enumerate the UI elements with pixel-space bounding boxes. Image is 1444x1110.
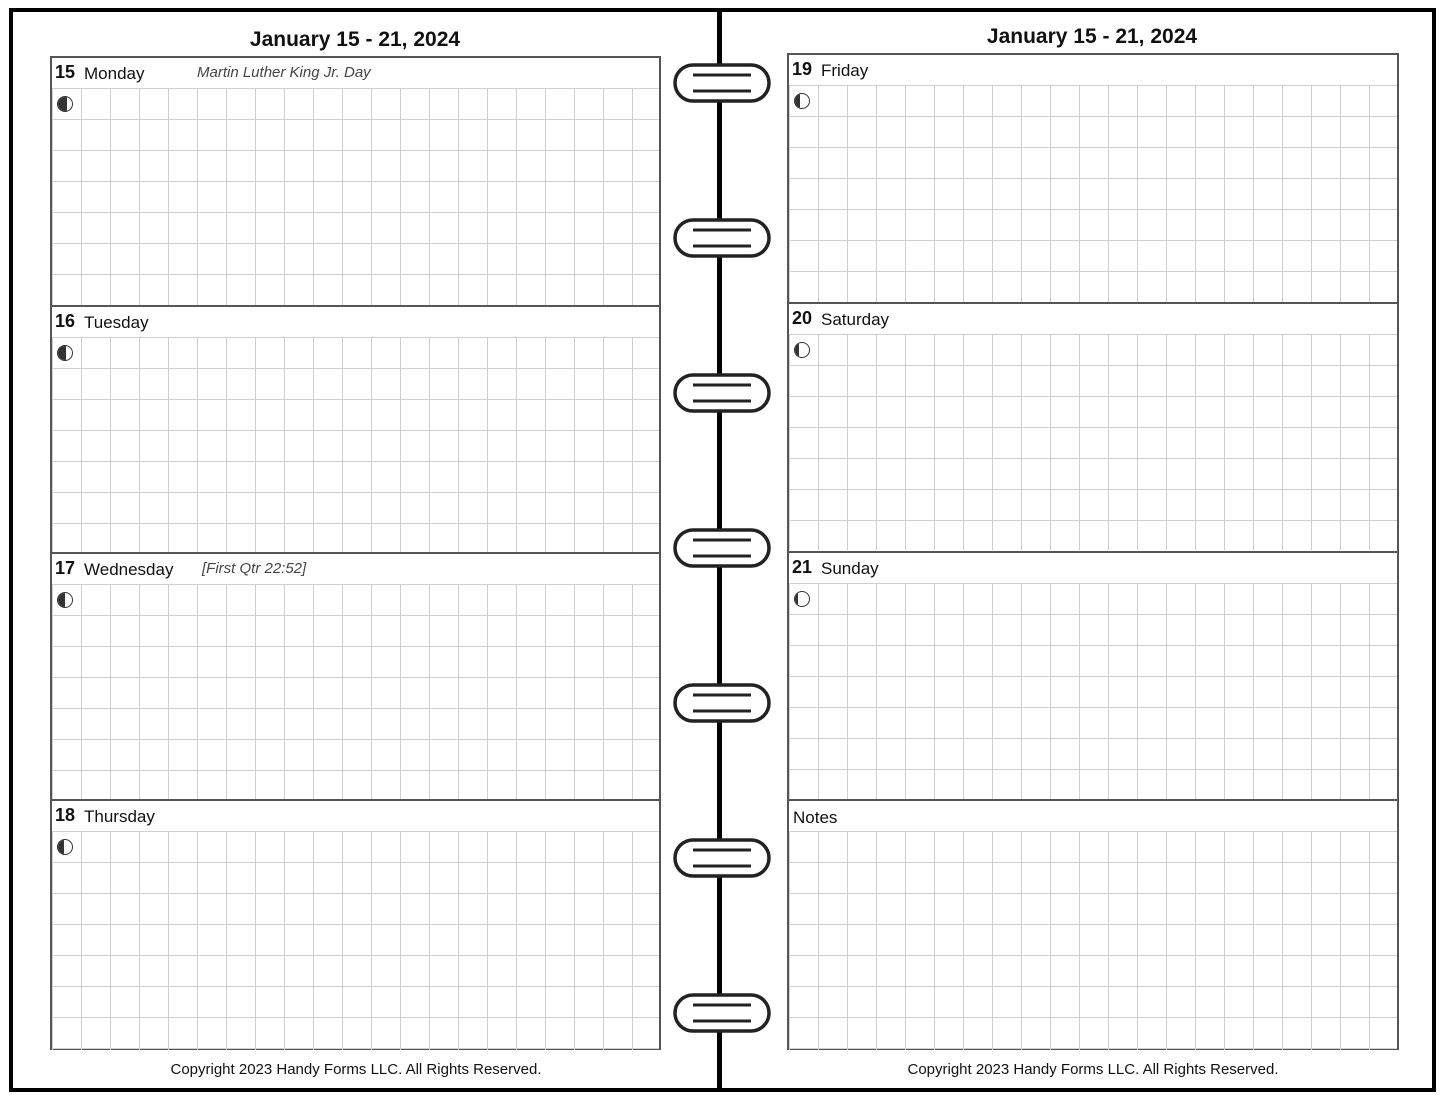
day-name: Saturday xyxy=(821,310,890,329)
binder-ring-icon xyxy=(671,63,773,103)
day-header xyxy=(52,801,659,832)
right-days-grid xyxy=(787,53,1399,1050)
day-number: 16 xyxy=(55,311,76,331)
day-number: 17 xyxy=(55,558,76,578)
day-name: Sunday xyxy=(821,559,879,578)
day-thursday[interactable] xyxy=(52,799,659,1050)
binder-ring-icon xyxy=(671,683,773,723)
left-page xyxy=(13,8,717,1088)
day-name: Friday xyxy=(821,61,869,80)
moon-phase-icon xyxy=(794,591,810,607)
notes-section[interactable] xyxy=(789,799,1397,1050)
notes-label: Notes xyxy=(793,808,838,827)
moon-phase-icon xyxy=(794,93,810,109)
holiday-note: Martin Luther King Jr. Day xyxy=(197,64,371,81)
moon-phase-icon xyxy=(57,839,73,855)
day-header xyxy=(789,55,1397,86)
day-tuesday[interactable] xyxy=(52,305,659,553)
moon-phase-icon xyxy=(57,592,73,608)
day-header xyxy=(789,553,1397,584)
left-days-grid xyxy=(50,56,661,1050)
moon-phase-icon xyxy=(57,96,73,112)
day-number: 19 xyxy=(792,59,813,79)
day-number: 20 xyxy=(792,308,813,328)
binder-ring-icon xyxy=(671,373,773,413)
left-page-title: January 15 - 21, 2024 xyxy=(249,28,461,51)
day-header xyxy=(52,58,659,89)
day-number: 15 xyxy=(55,62,76,82)
day-number: 18 xyxy=(55,805,76,825)
notes-header xyxy=(789,801,1397,832)
day-name: Wednesday xyxy=(84,560,174,579)
day-friday[interactable] xyxy=(789,55,1397,303)
moon-phase-note: [First Qtr 22:52] xyxy=(202,560,307,577)
binder-ring-icon xyxy=(671,528,773,568)
day-name: Thursday xyxy=(84,807,155,826)
day-saturday[interactable] xyxy=(789,302,1397,550)
day-header xyxy=(789,304,1397,335)
moon-phase-icon xyxy=(794,342,810,358)
right-page-title: January 15 - 21, 2024 xyxy=(986,25,1198,48)
day-monday[interactable] xyxy=(52,58,659,306)
day-name: Monday xyxy=(84,64,145,83)
right-copyright: Copyright 2023 Handy Forms LLC. All Rights Reserved. xyxy=(907,1061,1279,1078)
left-copyright: Copyright 2023 Handy Forms LLC. All Rights Reserved. xyxy=(170,1061,542,1078)
binder-ring-icon xyxy=(671,993,773,1033)
day-wednesday[interactable] xyxy=(52,552,659,800)
day-number: 21 xyxy=(792,557,813,577)
day-header xyxy=(52,554,659,585)
day-sunday[interactable] xyxy=(789,551,1397,799)
day-header xyxy=(52,307,659,338)
day-name: Tuesday xyxy=(84,313,149,332)
binder-ring-icon xyxy=(671,838,773,878)
right-page xyxy=(722,8,1432,1088)
binder-ring-icon xyxy=(671,218,773,258)
moon-phase-icon xyxy=(57,345,73,361)
